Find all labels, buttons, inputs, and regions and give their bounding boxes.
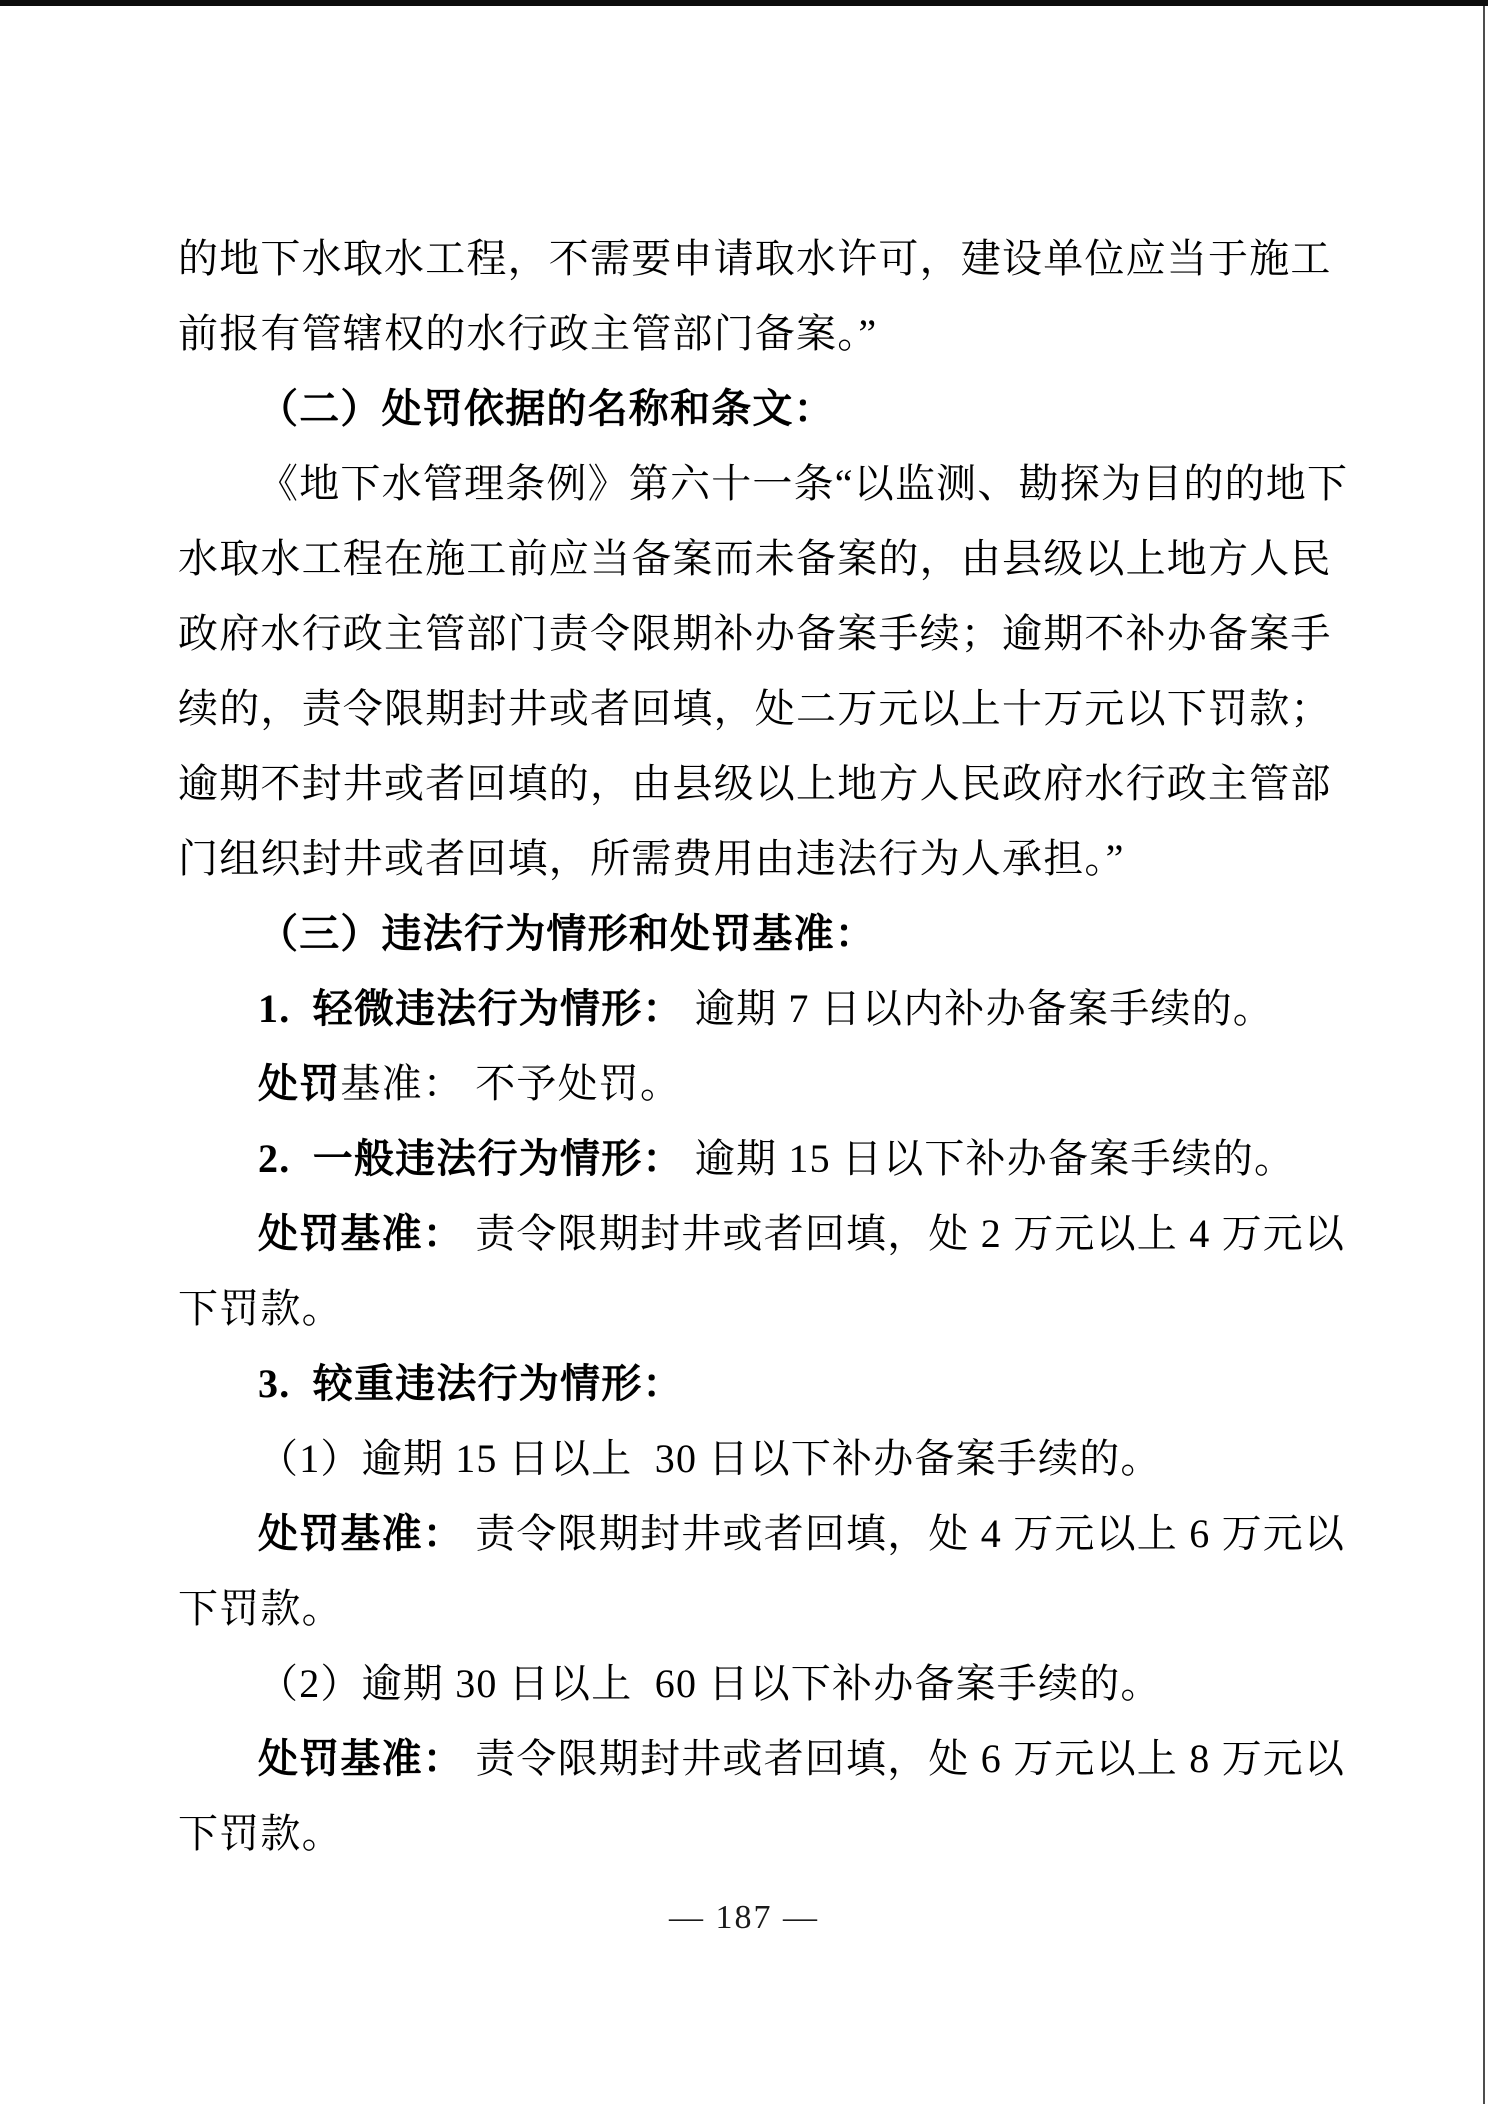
- page-number: — 187 —: [669, 1899, 819, 1936]
- text-segment: 的地下水取水工程，不需要申请取水许可，建设单位应当于施工: [178, 236, 1332, 281]
- page-footer: [0, 1890, 1488, 1946]
- text-line: [178, 1046, 1338, 1121]
- text-segment-bold: 3. 较重违法行为情形：: [258, 1361, 684, 1406]
- text-segment: 下罚款。: [178, 1811, 343, 1856]
- text-segment: 《地下水管理条例》第六十一条“以监测、勘探为目的的地下: [258, 461, 1349, 506]
- text-segment-bold: 处罚基准：: [258, 1736, 464, 1781]
- text-segment: （1）逾期 15 日以上 30 日以下补办备案手续的。: [258, 1436, 1162, 1481]
- text-line: [178, 1196, 1346, 1271]
- text-segment: 基准： 不予处罚。: [340, 1061, 682, 1106]
- text-line: [178, 1796, 1338, 1871]
- text-line: [178, 1496, 1346, 1571]
- text-line: [178, 521, 1338, 596]
- text-segment: 逾期不封井或者回填的，由县级以上地方人民政府水行政主管部: [178, 761, 1332, 806]
- text-segment: 责令限期封井或者回填，处 4 万元以上 6 万元以: [464, 1511, 1346, 1556]
- scan-edge-right: [1483, 6, 1485, 2104]
- text-segment: 下罚款。: [178, 1286, 343, 1331]
- text-line: [178, 821, 1338, 896]
- text-line: [178, 1421, 1338, 1496]
- text-line: [178, 746, 1338, 821]
- text-line: [178, 596, 1338, 671]
- text-line: [178, 296, 1338, 371]
- text-segment-bold: 处罚基准：: [258, 1511, 464, 1556]
- text-segment: 前报有管辖权的水行政主管部门备案。”: [178, 311, 878, 356]
- text-line: [178, 1646, 1338, 1721]
- text-line: [178, 446, 1349, 521]
- text-segment-bold: 2. 一般违法行为情形：: [258, 1136, 684, 1181]
- text-line: [178, 671, 1338, 746]
- document-body: [178, 221, 1349, 1871]
- text-line: [178, 1271, 1338, 1346]
- text-line: [178, 971, 1338, 1046]
- text-line: [178, 1346, 1338, 1421]
- text-segment: （2）逾期 30 日以上 60 日以下补办备案手续的。: [258, 1661, 1162, 1706]
- text-segment: 水取水工程在施工前应当备案而未备案的，由县级以上地方人民: [178, 536, 1332, 581]
- text-segment: 责令限期封井或者回填，处 2 万元以上 4 万元以: [464, 1211, 1346, 1256]
- scan-edge-top: [0, 0, 1488, 6]
- text-line: [178, 1571, 1338, 1646]
- text-segment-bold: 处罚: [258, 1061, 341, 1106]
- text-line: [178, 371, 1338, 446]
- text-segment-bold: （二）处罚依据的名称和条文：: [258, 386, 835, 431]
- text-segment: 责令限期封井或者回填，处 6 万元以上 8 万元以: [464, 1736, 1346, 1781]
- text-segment: 门组织封井或者回填，所需费用由违法行为人承担。”: [178, 836, 1125, 881]
- text-line: [178, 1121, 1338, 1196]
- text-segment: 逾期 15 日以下补办备案手续的。: [683, 1136, 1296, 1181]
- text-segment: 逾期 7 日以内补办备案手续的。: [683, 986, 1275, 1031]
- text-line: [178, 896, 1338, 971]
- text-segment-bold: 处罚基准：: [258, 1211, 464, 1256]
- text-segment: 续的，责令限期封井或者回填，处二万元以上十万元以下罚款；: [178, 686, 1332, 731]
- text-line: [178, 1721, 1346, 1796]
- text-line: [178, 221, 1338, 296]
- text-segment: 下罚款。: [178, 1586, 343, 1631]
- text-segment: 政府水行政主管部门责令限期补办备案手续；逾期不补办备案手: [178, 611, 1332, 656]
- text-segment-bold: 1. 轻微违法行为情形：: [258, 986, 684, 1031]
- text-segment-bold: （三）违法行为情形和处罚基准：: [258, 911, 876, 956]
